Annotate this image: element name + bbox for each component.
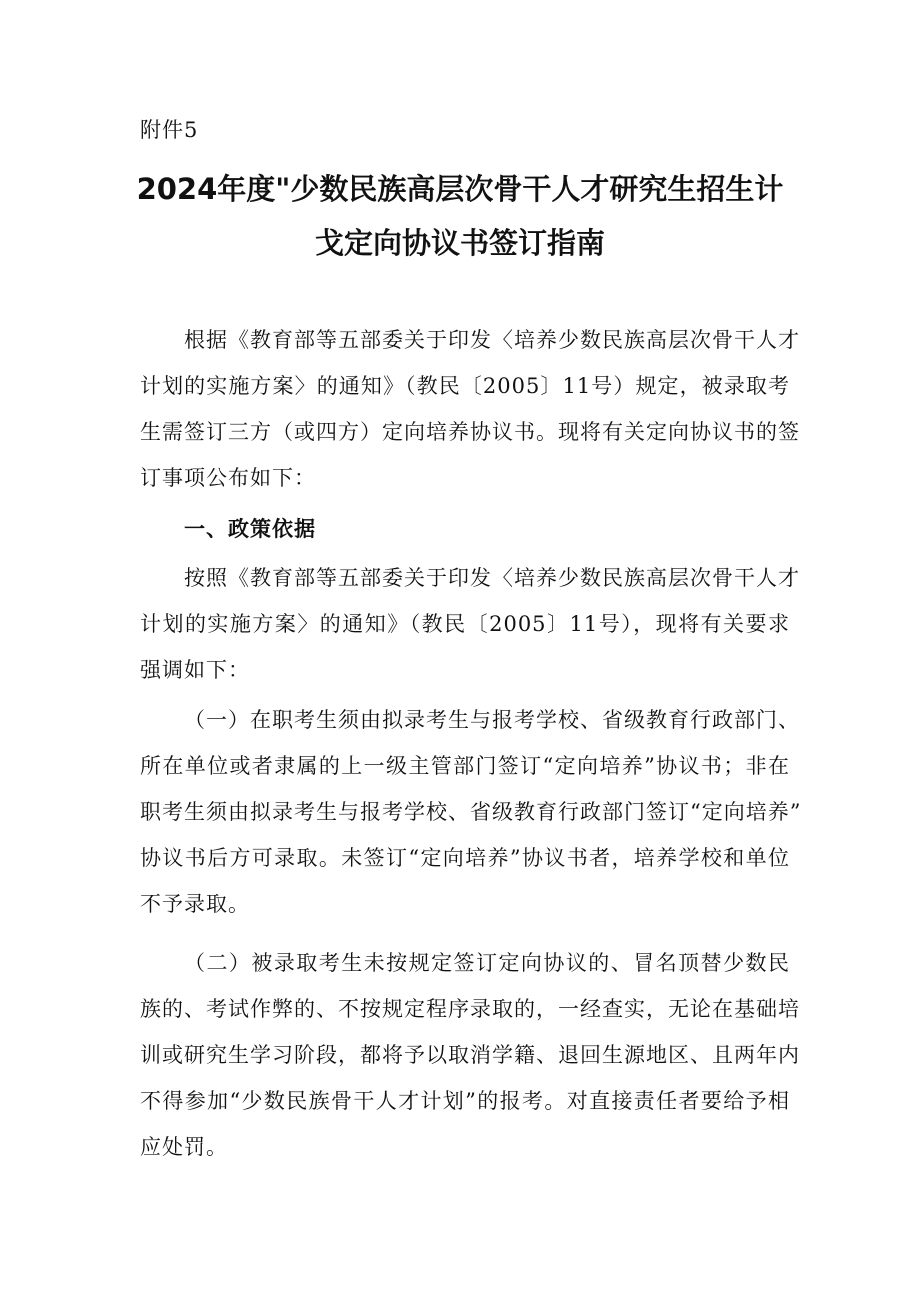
paragraph-line: 职考生须由拟录考生与报考学校、省级教育行政部门签订“定向培养” [140, 800, 802, 824]
paragraph-line: 计划的实施方案〉的通知》（教民〔2005〕11号）规定，被录取考 [140, 374, 790, 398]
paragraph-line: 生需签订三方（或四方）定向培养协议书。现将有关定向协议书的签 [140, 420, 800, 444]
paragraph-line: 强调如下： [140, 658, 250, 682]
paragraph-line: 按照《教育部等五部委关于印发〈培养少数民族高层次骨干人才 [184, 566, 800, 590]
policy-item-1 [140, 697, 802, 927]
paragraph-line: 不予录取。 [140, 892, 250, 916]
paragraph-line: （一）在职考生须由拟录考生与报考学校、省级教育行政部门、 [184, 708, 800, 732]
paragraph-line: 计划的实施方案〉的通知》（教民〔2005〕11号），现将有关要求 [140, 612, 790, 636]
paragraph-line: 根据《教育部等五部委关于印发〈培养少数民族高层次骨干人才 [184, 328, 800, 352]
basis-paragraph [140, 555, 800, 693]
section-heading-policy-basis: 一、政策依据 [184, 517, 316, 541]
paragraph-line: （二）被录取考生未按规定签订定向协议的、冒名顶替少数民 [184, 951, 790, 975]
attachment-label: 附件5 [140, 118, 199, 142]
policy-item-2 [140, 940, 800, 1170]
paragraph-line: 族的、考试作弊的、不按规定程序录取的，一经查实，无论在基础培 [140, 997, 800, 1021]
paragraph-line: 应处罚。 [140, 1135, 228, 1159]
paragraph-line: 所在单位或者隶属的上一级主管部门签订“定向培养”协议书；非在 [140, 754, 790, 778]
paragraph-line: 训或研究生学习阶段，都将予以取消学籍、退回生源地区、且两年内 [140, 1043, 800, 1067]
paragraph-line: 不得参加“少数民族骨干人才计划”的报考。对直接责任者要给予相 [140, 1089, 790, 1113]
intro-paragraph [140, 317, 800, 501]
paragraph-line: 协议书后方可录取。未签订“定向培养”协议书者，培养学校和单位 [140, 846, 790, 870]
document-title-line-1: 2024年度"少数民族高层次骨干人才研究生招生计 [136, 172, 784, 206]
paragraph-line: 订事项公布如下： [140, 466, 316, 490]
document-title-line-2: 戈定向协议书签订指南 [314, 226, 605, 260]
